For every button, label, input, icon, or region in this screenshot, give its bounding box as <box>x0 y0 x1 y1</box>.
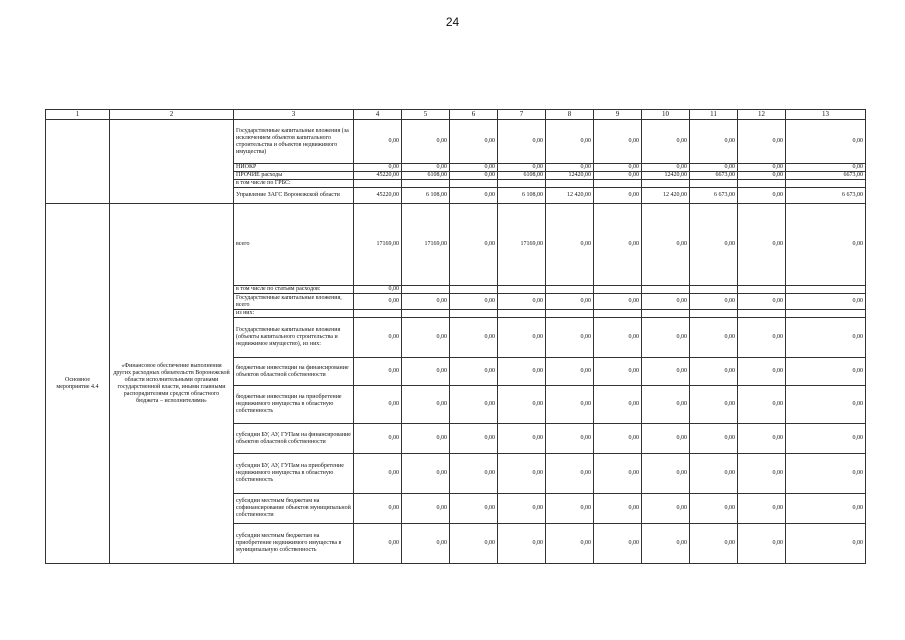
value-cell: 0,00 <box>546 318 594 358</box>
value-cell: 0,00 <box>738 424 786 454</box>
value-cell: 0,00 <box>498 294 546 310</box>
value-cell: 0,00 <box>690 386 738 424</box>
value-cell <box>738 286 786 294</box>
value-cell: 6673,00 <box>786 172 866 180</box>
value-cell <box>690 310 738 318</box>
value-cell: 0,00 <box>594 524 642 564</box>
value-cell: 0,00 <box>594 358 642 386</box>
value-cell: 0,00 <box>354 494 402 524</box>
column-number-8: 8 <box>546 110 594 120</box>
value-cell: 0,00 <box>690 358 738 386</box>
value-cell: 0,00 <box>738 172 786 180</box>
value-cell: 0,00 <box>594 172 642 180</box>
value-cell: 12 420,00 <box>546 188 594 204</box>
value-cell <box>786 310 866 318</box>
row-label: всего <box>234 204 354 286</box>
value-cell: 6 108,00 <box>402 188 450 204</box>
value-cell: 0,00 <box>498 494 546 524</box>
value-cell <box>354 310 402 318</box>
value-cell: 0,00 <box>498 358 546 386</box>
value-cell: 0,00 <box>354 424 402 454</box>
value-cell: 0,00 <box>642 164 690 172</box>
value-cell: 0,00 <box>594 454 642 494</box>
value-cell: 0,00 <box>786 204 866 286</box>
value-cell: 0,00 <box>498 120 546 164</box>
value-cell: 17169,00 <box>498 204 546 286</box>
value-cell: 0,00 <box>690 424 738 454</box>
value-cell: 0,00 <box>450 294 498 310</box>
value-cell: 0,00 <box>354 454 402 494</box>
value-cell: 0,00 <box>642 318 690 358</box>
value-cell: 0,00 <box>402 386 450 424</box>
value-cell: 0,00 <box>594 188 642 204</box>
value-cell <box>354 180 402 188</box>
value-cell <box>738 310 786 318</box>
value-cell <box>594 286 642 294</box>
column-number-7: 7 <box>498 110 546 120</box>
column-number-9: 9 <box>594 110 642 120</box>
value-cell: 0,00 <box>594 120 642 164</box>
column-number-1: 1 <box>46 110 110 120</box>
measure-name-cell: «Финансовое обеспечение выполнения других расходных обязательств Воронежской области исполнительными органами государственной власти, иными главными распорядителями средств областного бюджета – исполнителями» <box>110 204 234 564</box>
value-cell: 0,00 <box>690 204 738 286</box>
value-cell: 0,00 <box>642 120 690 164</box>
value-cell: 0,00 <box>450 164 498 172</box>
value-cell: 0,00 <box>690 318 738 358</box>
column-number-10: 10 <box>642 110 690 120</box>
value-cell <box>498 310 546 318</box>
row-label: бюджетные инвестиции на финансирование объектов областной собственности <box>234 358 354 386</box>
value-cell: 0,00 <box>594 494 642 524</box>
value-cell: 0,00 <box>450 454 498 494</box>
value-cell <box>546 310 594 318</box>
value-cell <box>402 286 450 294</box>
value-cell: 0,00 <box>738 164 786 172</box>
value-cell: 0,00 <box>594 318 642 358</box>
column-number-6: 6 <box>450 110 498 120</box>
column-number-5: 5 <box>402 110 450 120</box>
row-label: Государственные капитальные вложения (за исключением объектов капитального строительства и объектов недвижимого имущества) <box>234 120 354 164</box>
row-label: субсидии БУ, АУ, ГУПам на финансирование объектов областной собственности <box>234 424 354 454</box>
column-number-3: 3 <box>234 110 354 120</box>
value-cell <box>450 286 498 294</box>
value-cell: 6673,00 <box>690 172 738 180</box>
value-cell: 0,00 <box>546 454 594 494</box>
value-cell: 0,00 <box>450 494 498 524</box>
value-cell: 0,00 <box>546 494 594 524</box>
value-cell: 0,00 <box>690 120 738 164</box>
value-cell <box>690 180 738 188</box>
value-cell: 0,00 <box>786 358 866 386</box>
value-cell: 0,00 <box>786 386 866 424</box>
value-cell: 0,00 <box>594 164 642 172</box>
value-cell <box>402 310 450 318</box>
value-cell: 0,00 <box>354 120 402 164</box>
value-cell: 0,00 <box>594 294 642 310</box>
value-cell: 0,00 <box>738 524 786 564</box>
value-cell: 0,00 <box>450 188 498 204</box>
row-label: субсидии БУ, АУ, ГУПам на приобретение недвижимого имущества в областную собственность <box>234 454 354 494</box>
value-cell <box>594 310 642 318</box>
value-cell: 0,00 <box>354 524 402 564</box>
value-cell <box>450 180 498 188</box>
value-cell: 0,00 <box>786 494 866 524</box>
value-cell: 0,00 <box>738 358 786 386</box>
column-number-12: 12 <box>738 110 786 120</box>
value-cell: 0,00 <box>354 386 402 424</box>
value-cell <box>450 310 498 318</box>
value-cell: 0,00 <box>402 294 450 310</box>
value-cell: 0,00 <box>786 294 866 310</box>
row-label: в том числе по статьям расходов: <box>234 286 354 294</box>
value-cell: 0,00 <box>450 204 498 286</box>
value-cell: 0,00 <box>450 172 498 180</box>
value-cell: 0,00 <box>546 386 594 424</box>
value-cell: 0,00 <box>450 318 498 358</box>
value-cell: 0,00 <box>546 204 594 286</box>
value-cell: 0,00 <box>498 164 546 172</box>
row-label: Государственные капитальные вложения, всего <box>234 294 354 310</box>
value-cell <box>498 286 546 294</box>
value-cell <box>642 286 690 294</box>
value-cell: 6108,00 <box>402 172 450 180</box>
value-cell: 0,00 <box>450 524 498 564</box>
value-cell: 0,00 <box>690 524 738 564</box>
value-cell: 6 673,00 <box>786 188 866 204</box>
value-cell: 12 420,00 <box>642 188 690 204</box>
value-cell <box>498 180 546 188</box>
value-cell: 0,00 <box>450 358 498 386</box>
value-cell: 0,00 <box>786 164 866 172</box>
row-label: бюджетные инвестиции на приобретение недвижимого имущества в областную собственность <box>234 386 354 424</box>
column-number-13: 13 <box>786 110 866 120</box>
value-cell: 6 108,00 <box>498 188 546 204</box>
row-label: НИОКР <box>234 164 354 172</box>
value-cell: 0,00 <box>690 454 738 494</box>
row-label: из них: <box>234 310 354 318</box>
value-cell: 0,00 <box>402 164 450 172</box>
value-cell: 0,00 <box>450 424 498 454</box>
value-cell: 0,00 <box>642 204 690 286</box>
page-number: 24 <box>445 15 460 29</box>
value-cell: 0,00 <box>690 294 738 310</box>
value-cell: 0,00 <box>354 358 402 386</box>
value-cell: 12420,00 <box>546 172 594 180</box>
value-cell: 45220,00 <box>354 188 402 204</box>
value-cell <box>402 180 450 188</box>
value-cell: 0,00 <box>786 318 866 358</box>
value-cell: 0,00 <box>498 318 546 358</box>
row-label: ПРОЧИЕ расходы <box>234 172 354 180</box>
value-cell: 0,00 <box>546 164 594 172</box>
value-cell: 0,00 <box>642 524 690 564</box>
value-cell: 0,00 <box>594 424 642 454</box>
value-cell: 0,00 <box>738 494 786 524</box>
value-cell: 0,00 <box>594 386 642 424</box>
row-label: Государственные капитальные вложения (объекты капитального строительства и недвижимое имущество), из них: <box>234 318 354 358</box>
value-cell: 0,00 <box>402 120 450 164</box>
value-cell: 0,00 <box>690 494 738 524</box>
value-cell: 0,00 <box>498 524 546 564</box>
value-cell: 6108,00 <box>498 172 546 180</box>
value-cell: 0,00 <box>546 424 594 454</box>
value-cell: 0,00 <box>786 424 866 454</box>
measure-code-cell <box>46 120 110 204</box>
value-cell: 0,00 <box>402 454 450 494</box>
value-cell <box>546 180 594 188</box>
value-cell: 0,00 <box>402 424 450 454</box>
column-number-2: 2 <box>110 110 234 120</box>
header-row <box>46 110 866 120</box>
value-cell <box>546 286 594 294</box>
value-cell: 45220,00 <box>354 172 402 180</box>
value-cell: 0,00 <box>402 524 450 564</box>
value-cell: 0,00 <box>594 204 642 286</box>
value-cell: 0,00 <box>690 164 738 172</box>
value-cell: 17169,00 <box>354 204 402 286</box>
value-cell: 0,00 <box>498 386 546 424</box>
value-cell: 0,00 <box>498 454 546 494</box>
value-cell: 0,00 <box>738 454 786 494</box>
column-number-11: 11 <box>690 110 738 120</box>
value-cell: 0,00 <box>738 188 786 204</box>
row-label: Управление ЗАГС Воронежской области <box>234 188 354 204</box>
value-cell <box>642 180 690 188</box>
measure-name-cell <box>110 120 234 204</box>
value-cell <box>690 286 738 294</box>
value-cell: 0,00 <box>738 120 786 164</box>
value-cell <box>642 310 690 318</box>
column-number-4: 4 <box>354 110 402 120</box>
value-cell: 0,00 <box>642 294 690 310</box>
value-cell: 0,00 <box>642 386 690 424</box>
value-cell: 17169,00 <box>402 204 450 286</box>
value-cell: 0,00 <box>354 294 402 310</box>
value-cell: 0,00 <box>642 454 690 494</box>
value-cell: 0,00 <box>450 120 498 164</box>
budget-table <box>45 109 866 564</box>
value-cell: 0,00 <box>738 204 786 286</box>
value-cell: 0,00 <box>402 358 450 386</box>
value-cell: 0,00 <box>642 494 690 524</box>
value-cell: 6 673,00 <box>690 188 738 204</box>
value-cell: 0,00 <box>642 358 690 386</box>
value-cell: 0,00 <box>354 164 402 172</box>
value-cell: 0,00 <box>738 294 786 310</box>
measure-code-cell: Основное мероприятие 4.4 <box>46 204 110 564</box>
value-cell: 0,00 <box>546 294 594 310</box>
value-cell <box>786 286 866 294</box>
value-cell: 0,00 <box>354 286 402 294</box>
value-cell: 0,00 <box>738 318 786 358</box>
value-cell: 0,00 <box>450 386 498 424</box>
row-label: в том числе по ГРБС: <box>234 180 354 188</box>
row-label: субсидии местным бюджетам на софинансирование объектов муниципальной собственности <box>234 494 354 524</box>
value-cell: 0,00 <box>546 120 594 164</box>
value-cell: 0,00 <box>786 524 866 564</box>
value-cell: 0,00 <box>642 424 690 454</box>
value-cell: 0,00 <box>786 120 866 164</box>
value-cell: 0,00 <box>498 424 546 454</box>
table-row <box>46 204 866 286</box>
value-cell: 0,00 <box>354 318 402 358</box>
value-cell: 0,00 <box>546 358 594 386</box>
row-label: субсидии местным бюджетам на приобретение недвижимого имущества в муниципальную собственность <box>234 524 354 564</box>
value-cell: 0,00 <box>738 386 786 424</box>
value-cell: 0,00 <box>786 454 866 494</box>
value-cell <box>594 180 642 188</box>
table-row <box>46 120 866 164</box>
value-cell <box>786 180 866 188</box>
value-cell: 0,00 <box>402 494 450 524</box>
value-cell: 12420,00 <box>642 172 690 180</box>
value-cell: 0,00 <box>402 318 450 358</box>
value-cell <box>738 180 786 188</box>
value-cell: 0,00 <box>546 524 594 564</box>
